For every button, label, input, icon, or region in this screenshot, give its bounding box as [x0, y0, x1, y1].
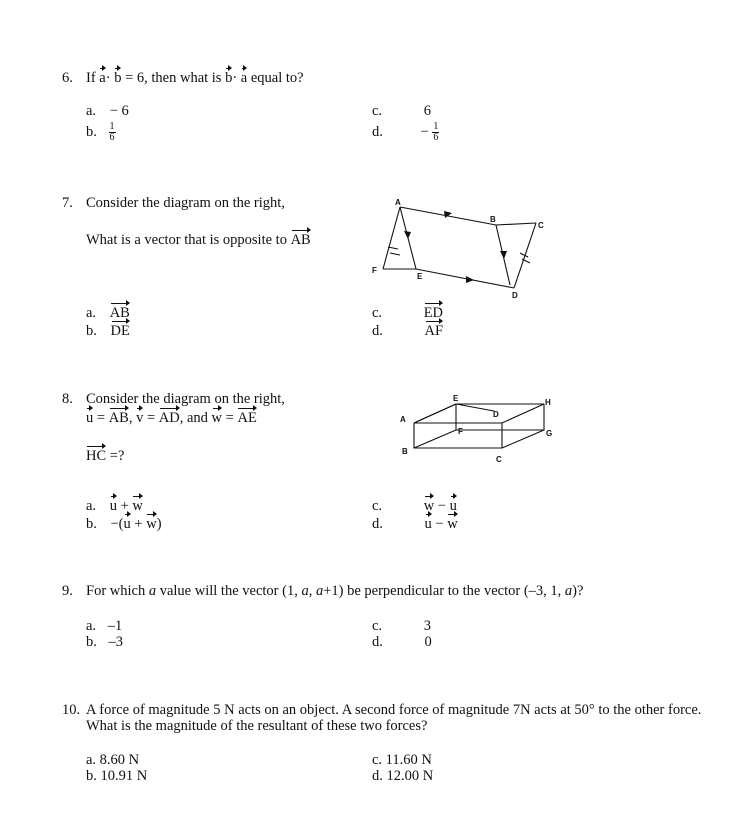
q6-option-d-minus: − [420, 123, 429, 140]
q10-text1: A force of magnitude 5 N acts on an object. A second force of magnitude 7N acts at 50° to the other force. [86, 702, 702, 718]
q8-hidden-back-left [414, 430, 456, 448]
q7-option-d[interactable] [372, 323, 443, 340]
q7-arrow-bd [500, 251, 507, 259]
q6-option-d-den: 6 [433, 132, 439, 143]
q8-label-f: F [458, 427, 463, 436]
q8-edge-ed [456, 404, 494, 411]
q8-definitions [86, 410, 257, 427]
q9-var-a1: a [148, 583, 157, 599]
q7-label-c: C [538, 221, 544, 230]
q9-question [86, 583, 583, 600]
q8-label-c: C [496, 455, 502, 464]
q6-option-b[interactable] [86, 122, 116, 143]
q8-option-d[interactable] [372, 516, 458, 533]
q8-top-face [414, 404, 544, 423]
q7-option-a-value: AB [109, 305, 130, 321]
q9-option-b-value: –3 [108, 634, 123, 650]
q7-arrow-ae [404, 231, 411, 239]
q9-option-c-label: c. [372, 618, 383, 634]
q10-option-c[interactable]: c. 11.60 N [372, 752, 432, 768]
q6-option-c[interactable] [372, 103, 431, 120]
q8-ad: AD [158, 410, 180, 426]
q9-option-b-label: b. [86, 634, 97, 650]
q8-question-tail: =? [109, 448, 125, 464]
q6-dot1: · [105, 70, 111, 86]
q7-arrow-ed [466, 276, 474, 283]
q6-option-b-num: 1 [109, 121, 115, 132]
q8-question-vector: HC [86, 448, 107, 464]
q9-text-end: )? [572, 583, 584, 599]
q8-option-b-label: b. [86, 516, 97, 532]
q6-option-a[interactable] [86, 103, 129, 120]
q8-option-c[interactable] [372, 498, 457, 515]
q8-ab: AB [108, 410, 129, 426]
q8-ae: AE [237, 410, 257, 426]
q9-text-pre: For which [86, 583, 146, 599]
q6-dot2: · [232, 70, 238, 86]
q8-eq1: = [96, 410, 106, 426]
q8-diagram [396, 392, 556, 466]
q8-u: u [86, 410, 94, 426]
q7-option-a-label: a. [86, 305, 97, 321]
q6-option-c-value: 6 [423, 103, 431, 119]
q9-option-d-value: 0 [424, 634, 432, 650]
q9-option-a-label: a. [86, 618, 97, 634]
q10-option-a[interactable]: a. 8.60 N [86, 752, 140, 768]
q6-option-a-value: − 6 [109, 103, 129, 119]
q10-option-b[interactable]: b. 10.91 N [86, 768, 148, 784]
q9-option-a[interactable] [86, 618, 122, 635]
q8-option-b-rparen: ) [156, 516, 162, 532]
q7-option-c[interactable] [372, 305, 443, 322]
q6-vec-b2: b [225, 70, 233, 86]
q6-mid: = 6, then what is [125, 70, 222, 86]
q6-option-d-num: 1 [433, 121, 439, 132]
q7-tick-af [388, 247, 400, 255]
q9-var-a2: a [301, 583, 309, 599]
q7-option-c-label: c. [372, 305, 383, 321]
q8-option-a-u: u [109, 498, 117, 514]
q8-label-a: A [400, 415, 406, 424]
q7-option-d-value: AF [424, 323, 444, 339]
q8-option-c-label: c. [372, 498, 383, 514]
q7-edge-ed [416, 269, 514, 288]
q6-vec-a: a [99, 70, 106, 86]
q8-label-b: B [402, 447, 408, 456]
q7-text2-body: What is a vector that is opposite to [86, 232, 287, 248]
q8-option-b-plus: + [134, 516, 143, 532]
q8-option-b-expr [111, 516, 162, 532]
q6-option-d-fraction [432, 122, 439, 143]
q7-text2 [86, 232, 311, 249]
q8-option-a[interactable] [86, 498, 143, 515]
q10-number: 10. [62, 702, 81, 718]
q6-option-b-fraction [109, 122, 116, 143]
q8-w: w [211, 410, 223, 426]
q9-text-comma: , [308, 583, 313, 599]
q8-eq3: = [225, 410, 234, 426]
q8-option-d-expr [425, 516, 458, 532]
q7-edge-bc [496, 223, 536, 225]
q7-number: 7. [62, 195, 73, 211]
q10-option-d[interactable]: d. 12.00 N [372, 768, 434, 784]
q8-hidden-back-lower [456, 404, 544, 430]
q8-option-c-u: u [449, 498, 457, 514]
q8-edge-ae [416, 404, 456, 422]
q7-option-d-label: d. [372, 323, 383, 339]
q8-c2: , and [179, 410, 208, 426]
q7-option-c-value: ED [423, 305, 444, 321]
q8-option-c-w: w [423, 498, 435, 514]
q7-option-b-label: b. [86, 323, 97, 339]
q8-eq2: = [146, 410, 156, 426]
q7-edge-af [383, 207, 400, 269]
q8-question [86, 448, 124, 465]
q9-option-c[interactable] [372, 618, 431, 635]
q8-option-a-plus: + [120, 498, 129, 514]
q6-option-b-label: b. [86, 123, 97, 140]
q7-label-f: F [372, 266, 377, 275]
q6-question [86, 70, 304, 87]
q6-option-a-label: a. [86, 103, 97, 119]
q6-option-c-label: c. [372, 103, 383, 119]
q8-option-d-w: w [447, 516, 458, 532]
q8-option-c-minus: − [437, 498, 446, 514]
q9-text-mid2: +1) be perpendicular to the vector (–3, 1, [323, 583, 562, 599]
q9-option-c-value: 3 [423, 618, 431, 634]
q8-text1: Consider the diagram on the right, [86, 391, 285, 407]
q8-label-d: D [493, 410, 499, 419]
q8-v: v [136, 410, 144, 426]
q8-option-b-u: u [123, 516, 131, 532]
q8-option-d-label: d. [372, 516, 383, 532]
q8-number: 8. [62, 391, 73, 407]
q6-vec-a2: a [240, 70, 248, 86]
q6-option-d-label: d. [372, 123, 383, 140]
q9-option-a-value: –1 [107, 618, 123, 634]
q8-label-h: H [545, 398, 551, 407]
q7-diagram [360, 195, 550, 305]
q8-label-g: G [546, 429, 553, 438]
q9-option-b[interactable] [86, 634, 123, 651]
q8-option-b[interactable] [86, 516, 162, 533]
q8-option-b-lparen: −( [110, 516, 124, 532]
q6-vec-b: b [114, 70, 122, 86]
q6-option-b-den: 6 [109, 132, 115, 143]
q7-ref-vector: AB [290, 232, 311, 248]
q7-option-b-value: DE [110, 323, 130, 339]
q10-text2: What is the magnitude of the resultant of these two forces? [86, 718, 428, 734]
q8-label-e: E [453, 394, 459, 403]
q7-label-d: D [512, 291, 518, 300]
q6-suffix: equal to? [250, 70, 304, 86]
q7-label-e: E [417, 272, 423, 281]
q6-number: 6. [62, 70, 73, 86]
q8-option-b-w: w [146, 516, 157, 532]
q6-prefix: If [86, 70, 96, 86]
q9-option-d[interactable] [372, 634, 432, 651]
q8-option-d-u: u [424, 516, 432, 532]
q9-text-mid: value will the vector (1, [159, 583, 298, 599]
q6-option-d[interactable] [372, 122, 439, 143]
q8-option-d-minus: − [435, 516, 444, 532]
q7-option-a[interactable] [86, 305, 130, 322]
q7-label-b: B [490, 215, 496, 224]
q9-var-a4: a [564, 583, 573, 599]
q8-option-a-label: a. [86, 498, 97, 514]
q8-c1: , [128, 410, 133, 426]
q7-option-b[interactable] [86, 323, 130, 340]
q7-edge-ab [400, 207, 496, 225]
q9-number: 9. [62, 583, 73, 599]
q9-option-d-label: d. [372, 634, 383, 650]
q8-option-a-w: w [132, 498, 143, 514]
q7-text1: Consider the diagram on the right, [86, 195, 285, 211]
q9-var-a3: a [315, 583, 324, 599]
q7-label-a: A [395, 198, 401, 207]
q8-right-face [502, 404, 544, 448]
